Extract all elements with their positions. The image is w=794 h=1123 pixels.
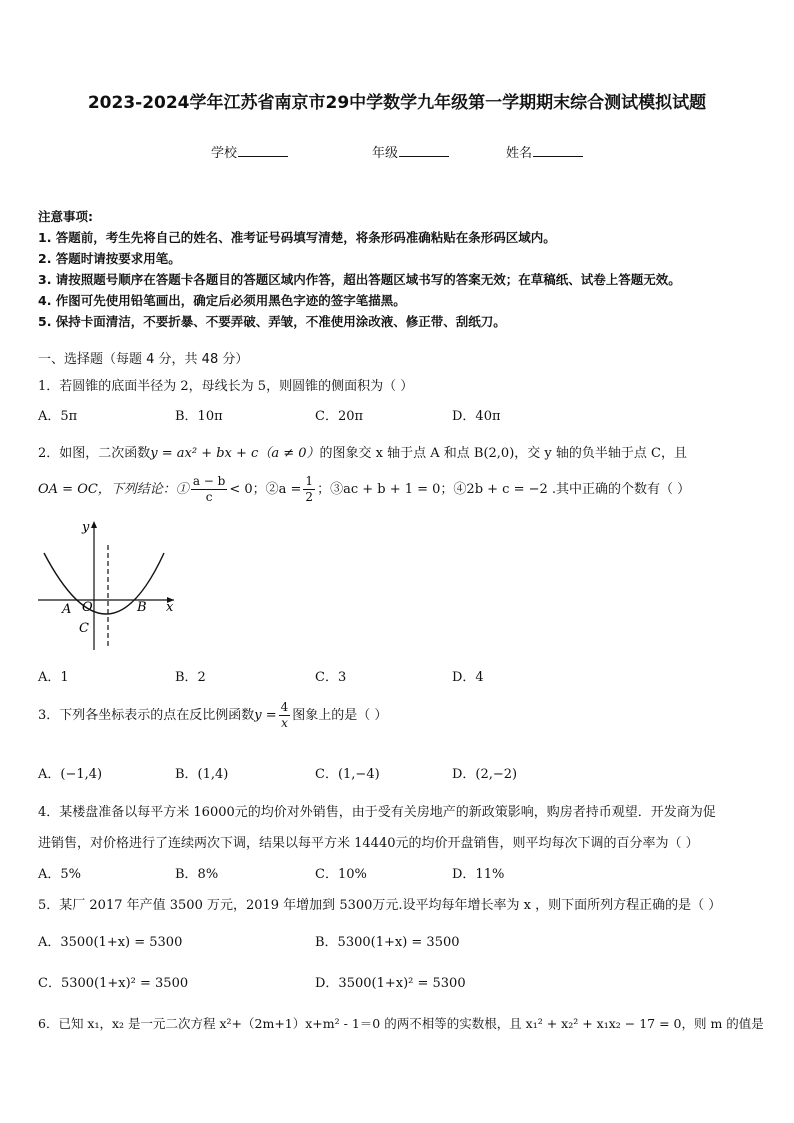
note-item: 5. 保持卡面清洁，不要折暴、不要弄破、弄皱，不准使用涂改液、修正带、刮纸刀。 [38, 314, 506, 329]
point-a-label: A [62, 602, 72, 617]
q4-option-d[interactable]: D．11% [452, 867, 505, 882]
q1-option-d[interactable]: D．40π [452, 409, 501, 424]
q2-option-b[interactable]: B．2 [175, 670, 206, 685]
question-1: 1．若圆锥的底面半径为 2，母线长为 5，则圆锥的侧面积为（ ） [38, 379, 414, 394]
note-item: 1. 答题前，考生先将自己的姓名、准考证号码填写清楚，将条形码准确粘贴在条形码区域内。 [38, 230, 556, 245]
note-item: 3. 请按照题号顺序在答题卡各题目的答题区域内作答，超出答题区域书写的答案无效；在草稿纸、试卷上答题无效。 [38, 272, 681, 287]
page-title: 2023-2024学年江苏省南京市29中学数学九年级第一学期期末综合测试模拟试题 [87, 93, 707, 113]
name-field[interactable]: 姓名 [506, 142, 583, 161]
fraction: $\frac{4}{x}$ [280, 700, 289, 730]
question-2-line2: OA = OC，下列结论：① $\frac{a - b}{c}$ < 0；②a = $\frac{1}{2}$ ；③ac + b + 1 = 0；④2b + c = −2 .其中正确的个数有（ ） [38, 474, 691, 504]
point-c-label: C [79, 621, 89, 636]
y-label: y [82, 520, 90, 535]
q2-option-a[interactable]: A．1 [38, 670, 69, 685]
y-axis-arrow [91, 521, 97, 528]
x-label: x [166, 600, 174, 615]
q3-option-c[interactable]: C．(1,−4) [315, 767, 380, 782]
q1-option-b[interactable]: B．10π [175, 409, 223, 424]
note-item: 2. 答题时请按要求用笔。 [38, 251, 181, 266]
q5-option-c[interactable]: C．5300(1+x)² = 3500 [38, 976, 189, 991]
q5-option-a[interactable]: A．3500(1+x) = 5300 [38, 935, 183, 950]
fraction: $\frac{1}{2}$ [305, 474, 314, 504]
q1-option-c[interactable]: C．20π [315, 409, 364, 424]
q2-option-c[interactable]: C．3 [315, 670, 347, 685]
q3-option-d[interactable]: D．(2,−2) [452, 767, 518, 782]
q4-option-b[interactable]: B．8% [175, 867, 219, 882]
question-4-line2: 进销售，对价格进行了连续两次下调，结果以每平方米 14440元的均价开盘销售，则平均每次下调的百分率为（ ） [38, 836, 699, 851]
question-5: 5．某厂 2017 年产值 3500 万元，2019 年增加到 5300万元.设平均每年增长率为 x ，则下面所列方程正确的是（ ） [38, 898, 722, 913]
notes-section [38, 206, 681, 332]
school-blank[interactable] [238, 144, 288, 157]
school-field[interactable]: 学校 [211, 142, 288, 161]
q4-option-a[interactable]: A．5% [38, 867, 82, 882]
q4-option-c[interactable]: C．10% [315, 867, 367, 882]
question-3: 3．下列各坐标表示的点在反比例函数y = $\frac{4}{x}$ 图象上的是（ ） [38, 700, 388, 730]
note-item: 4. 作图可先使用铅笔画出，确定后必须用黑色字迹的签字笔描黑。 [38, 293, 406, 308]
origin-label: O [82, 600, 93, 615]
grade-field[interactable]: 年级 [372, 142, 449, 161]
q3-option-b[interactable]: B．(1,4) [175, 767, 229, 782]
q3-option-a[interactable]: A．(−1,4) [38, 767, 103, 782]
parabola-graph [34, 515, 184, 655]
notes-heading: 注意事项: [38, 209, 93, 224]
grade-blank[interactable] [399, 144, 449, 157]
point-b-label: B [137, 600, 147, 615]
question-6: 6．已知 x₁，x₂ 是一元二次方程 x²+（2m+1）x+m² - 1＝0 的两不相等的实数根，且 x₁² + x₂² + x₁x₂ − 17 = 0，则 m 的值是 [38, 1016, 764, 1031]
fraction: $\frac{a - b}{c}$ [192, 474, 226, 504]
q5-option-d[interactable]: D．3500(1+x)² = 5300 [315, 976, 466, 991]
q2-option-d[interactable]: D．4 [452, 670, 484, 685]
name-blank[interactable] [533, 144, 583, 157]
section-heading: 一、选择题（每题 4 分，共 48 分） [38, 352, 249, 367]
question-2-line1: 2．如图，二次函数y = ax² + bx + c（a ≠ 0）的图象交 x 轴于点 A 和点 B(2,0)，交 y 轴的负半轴于点 C，且 [38, 446, 687, 461]
q5-option-b[interactable]: B．5300(1+x) = 3500 [315, 935, 460, 950]
q1-option-a[interactable]: A．5π [38, 409, 78, 424]
question-4-line1: 4．某楼盘准备以每平方米 16000元的均价对外销售，由于受有关房地产的新政策影响，购房者持币观望．开发商为促 [38, 805, 716, 820]
